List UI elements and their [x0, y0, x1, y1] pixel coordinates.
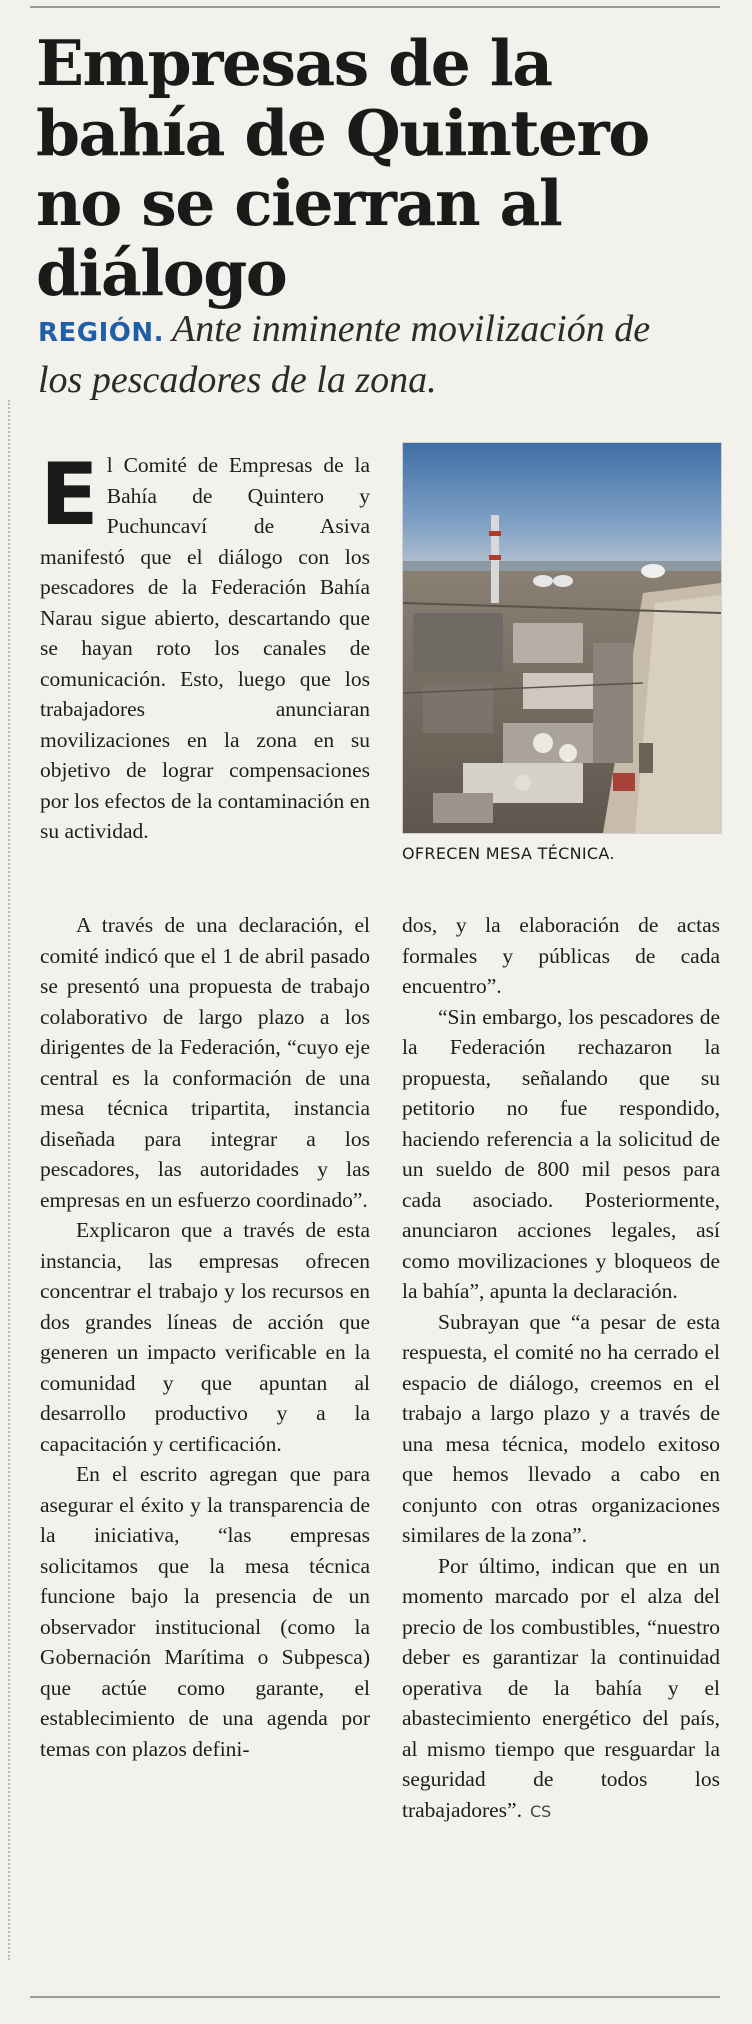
headline: Empresas de la bahía de Quintero no se cierran al diálogo	[36, 26, 649, 310]
article-column-left	[40, 910, 370, 1764]
intro-text: l Comité de Empresas de la Bahía de Quintero y Puchuncaví de Asiva manifestó que el diálogo con los pescadores de la Federación Bahía Narau sigue abierto, descartando que se hayan roto los canales de comunicación. Esto, luego que los trabajadores anunciaran movilizaciones en la zona en su objetivo de lograr compensaciones por los efectos de la contaminación en su actividad.	[40, 453, 370, 843]
bottom-rule	[30, 1996, 720, 1998]
paragraph: Subrayan que “a pesar de esta respuesta, el comité no ha cerrado el espacio de diálogo, creemos en el trabajo a largo plazo y a través de una mesa técnica, modelo exitoso que hemos llevado a cabo en conjunto con otras organizaciones similares de la zona”.	[402, 1309, 720, 1547]
photo-illustration	[403, 443, 721, 833]
final-paragraph-text: Por último, indican que en un momento marcado por el alza del precio de los combustibles, “nuestro deber es garantizar la continuidad operativa de la bahía y el abastecimiento energético del país, al mismo tiempo que resguardar la seguridad de todos los trabajadores”.	[402, 1553, 720, 1822]
photo-caption: OFRECEN MESA TÉCNICA.	[402, 844, 615, 863]
section-kicker: REGIÓN.	[38, 318, 165, 348]
intro-paragraph	[40, 445, 370, 847]
paragraph: A través de una declaración, el comité indicó que el 1 de abril pasado se presentó una propuesta de trabajo colaborativo de largo plazo a los dirigentes de la Federación, “cuyo eje central es la conformación de una mesa técnica tripartita, instancia diseñada para integrar a los pescadores, las autoridades y las empresas en un esfuerzo coordinado”.	[40, 913, 370, 1212]
paragraph: Explicaron que a través de esta instancia, las empresas ofrecen concentrar el trabajo y los recursos en dos grandes líneas de acción que generen un impacto verificable en la comunidad y que apuntan al desarrollo productivo y a la capacitación y certificación.	[40, 1218, 370, 1456]
paragraph: “Sin embargo, los pescadores de la Federación rechazaron la propuesta, señalando que su petitorio no fue respondido, haciendo referencia a la solicitud de un sueldo de 800 mil pesos para cada asociado. Posteriormente, anunciaron acciones legales, así como movilizaciones y bloqueos de la bahía”, apunta la declaración.	[402, 1004, 720, 1303]
final-paragraph	[402, 1551, 720, 1828]
drop-cap: E	[40, 445, 99, 545]
article-column-right	[402, 910, 720, 1827]
paragraph: En el escrito agregan que para asegurar el éxito y la transparencia de la iniciativa, “las empresas solicitamos que la mesa técnica funcione bajo la presencia de un observador institucional (como la Gobernación Marítima o Subpesca) que actúe como garante, el establecimiento de una agenda por temas con plazos defini-	[40, 1462, 370, 1761]
page-edge-marks	[0, 400, 10, 1960]
top-rule	[30, 6, 720, 8]
paragraph: dos, y la elaboración de actas formales y públicas de cada encuentro”.	[402, 913, 720, 998]
deck	[38, 306, 698, 404]
industrial-bay-photo	[402, 442, 722, 834]
end-mark: CS	[529, 1801, 552, 1821]
deck-text: Ante inminente movilización de los pescadores de la zona.	[38, 308, 651, 401]
